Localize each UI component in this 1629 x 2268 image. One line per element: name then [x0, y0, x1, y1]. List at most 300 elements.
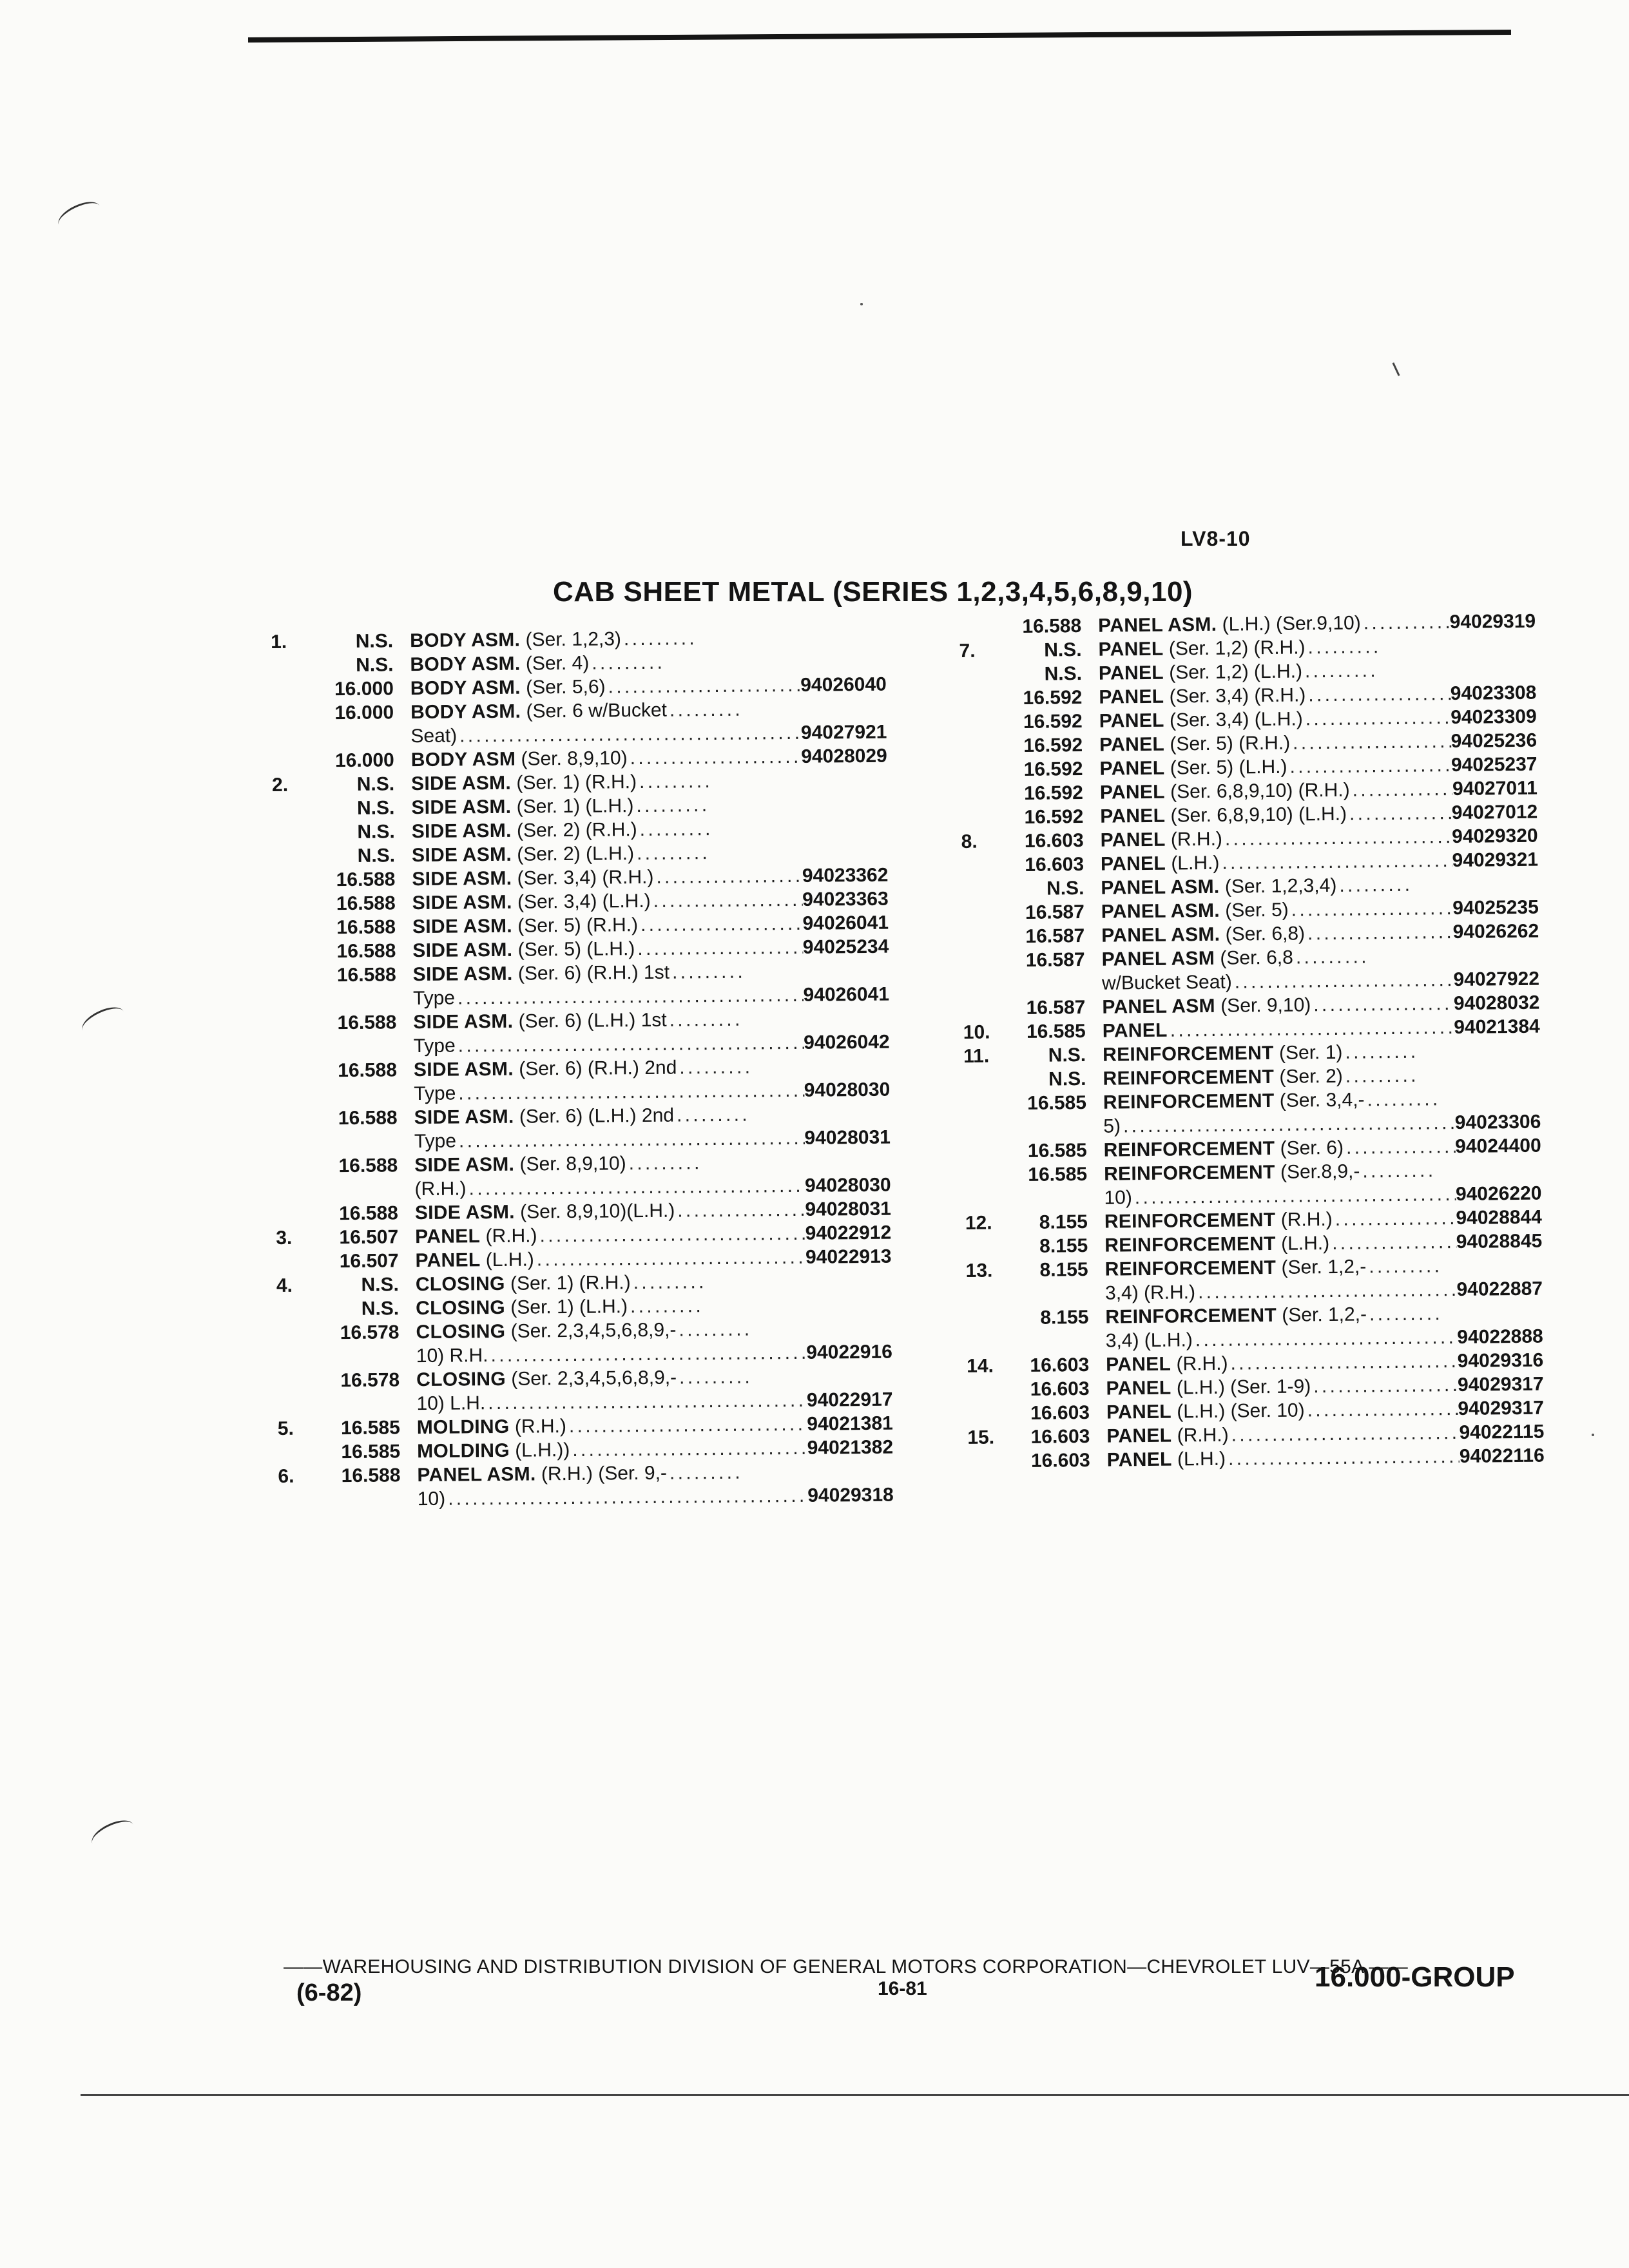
item-callout-number: 2.	[271, 774, 289, 796]
group-number: 16.585	[1027, 1139, 1087, 1162]
item-description	[411, 744, 887, 772]
item-description	[412, 816, 888, 843]
part-spec: (Ser. 6) (L.H.) 1st	[518, 1009, 667, 1032]
parts-list-item	[276, 1316, 892, 1369]
group-number: N.S.	[1044, 639, 1082, 661]
part-name: BODY ASM.	[410, 677, 521, 700]
part-spec: (L.H.)	[1171, 852, 1220, 874]
dot-leader	[633, 793, 707, 818]
description-line	[416, 1269, 892, 1296]
group-number: 16.507	[339, 1226, 399, 1249]
item-callout-number: 3.	[276, 1227, 293, 1249]
part-number: 94026220	[1455, 1182, 1542, 1205]
item-callout-number: 13.	[965, 1260, 993, 1282]
part-spec: (L.H.) (Ser. 10)	[1177, 1399, 1305, 1423]
dot-leader	[1228, 1349, 1458, 1376]
group-number: 16.585	[1026, 1020, 1086, 1043]
group-number: 16.585	[1028, 1163, 1088, 1186]
item-description	[413, 1006, 890, 1058]
item-callout-number	[271, 677, 314, 678]
description-text	[1103, 1114, 1121, 1138]
description-text	[417, 1438, 570, 1463]
part-name: BODY ASM.	[410, 700, 521, 724]
part-spec: (Ser. 5) (R.H.)	[517, 914, 639, 937]
dot-leader	[1349, 777, 1452, 802]
group-number: 16.000	[334, 678, 394, 700]
part-number: 94024400	[1455, 1135, 1541, 1157]
description-text	[1104, 1231, 1329, 1258]
dot-leader	[605, 673, 800, 699]
group-number: N.S.	[1048, 1068, 1086, 1090]
dot-leader	[677, 1055, 750, 1080]
dot-leader	[1232, 968, 1454, 994]
description-line	[412, 863, 888, 891]
part-name: CLOSING	[415, 1273, 505, 1296]
item-callout-number	[275, 1154, 318, 1155]
description-line	[410, 625, 886, 653]
item-callout-number	[965, 1139, 1007, 1140]
footer-date: (6-82)	[296, 1979, 362, 2006]
dot-leader	[457, 721, 801, 748]
part-number: 94027922	[1453, 968, 1540, 990]
item-callout-number	[274, 1011, 316, 1012]
group-number: 16.603	[1030, 1354, 1090, 1376]
part-name: SIDE ASM.	[414, 1106, 514, 1129]
part-spec: (R.H.)	[414, 1178, 467, 1200]
dot-leader	[456, 1126, 805, 1153]
description-line	[414, 1102, 890, 1129]
parts-list-item	[274, 959, 890, 1012]
group-number: 16.587	[1025, 948, 1085, 971]
group-number: 16.587	[1026, 996, 1086, 1019]
description-text	[1104, 1136, 1344, 1162]
description-text	[418, 1487, 446, 1511]
part-number: 94025234	[802, 936, 889, 958]
item-description	[1101, 943, 1539, 995]
item-callout-number: 15.	[967, 1427, 995, 1448]
scan-speck	[860, 303, 863, 305]
part-name: PANEL	[1102, 1019, 1168, 1042]
part-name: PANEL	[415, 1249, 481, 1272]
description-line	[412, 911, 889, 939]
description-text	[411, 746, 628, 772]
part-spec: (Ser. 6 w/Bucket	[526, 699, 668, 722]
item-callout-number	[273, 820, 315, 821]
description-text	[1101, 946, 1293, 972]
part-spec: (Ser. 4)	[525, 652, 590, 675]
item-callout-number	[966, 1306, 1008, 1307]
part-number: 94029316	[1457, 1349, 1544, 1372]
scan-mark	[54, 197, 104, 235]
dot-leader	[1228, 1421, 1459, 1447]
part-name: PANEL	[1099, 781, 1166, 803]
description-text	[414, 1129, 456, 1154]
dot-leader	[1360, 1158, 1433, 1183]
description-line	[413, 959, 889, 986]
dot-leader	[1305, 920, 1453, 945]
part-spec: (R.H.)	[1176, 1352, 1228, 1375]
dot-leader	[1132, 1182, 1456, 1209]
item-description	[1103, 1086, 1541, 1139]
part-spec: 10) L.H.	[416, 1392, 486, 1415]
group-number: 8.155	[1040, 1306, 1089, 1329]
part-spec: w/Bucket Seat)	[1101, 971, 1232, 994]
dot-leader	[627, 745, 801, 770]
item-description	[410, 625, 886, 653]
part-spec: (Ser. 3,4,-	[1279, 1089, 1365, 1111]
item-callout-number	[965, 1163, 1007, 1164]
group-number: 16.588	[336, 892, 396, 915]
description-text	[410, 724, 457, 748]
part-spec: (Ser. 5) (L.H.)	[517, 938, 635, 961]
description-text	[414, 1104, 674, 1130]
item-description	[415, 1197, 891, 1225]
part-name: SIDE ASM.	[413, 1010, 514, 1033]
description-line	[415, 1197, 891, 1225]
part-spec: 10)	[1104, 1187, 1133, 1209]
description-text	[1102, 970, 1232, 995]
group-number: 16.603	[1030, 1425, 1090, 1448]
part-number: 94029317	[1458, 1397, 1545, 1419]
description-text	[1100, 778, 1350, 805]
group-number: 16.603	[1030, 1378, 1090, 1400]
part-spec: (Ser. 6) (L.H.) 2nd	[519, 1104, 675, 1128]
part-number: 94021381	[807, 1412, 893, 1435]
bottom-rule	[81, 2094, 1629, 2096]
description-line	[416, 1388, 892, 1416]
part-name: PANEL ASM.	[417, 1463, 536, 1486]
group-number: 16.603	[1025, 853, 1084, 876]
group-number: 16.000	[334, 749, 394, 772]
item-description	[417, 1436, 893, 1463]
part-spec: (Ser. 6) (R.H.) 2nd	[519, 1057, 677, 1080]
part-spec: (Ser. 8,9,10)	[519, 1153, 626, 1175]
part-name: SIDE ASM.	[414, 1201, 515, 1224]
description-text	[417, 1461, 667, 1487]
description-line	[410, 720, 887, 748]
description-text	[415, 1247, 534, 1273]
dot-leader	[1193, 1325, 1458, 1352]
part-spec: (R.H.)	[1280, 1208, 1333, 1231]
group-number: 8.155	[1039, 1211, 1088, 1233]
part-name: PANEL	[1100, 805, 1166, 827]
item-callout-number: 11.	[963, 1045, 990, 1067]
description-text	[410, 675, 606, 700]
part-number: 94026262	[1452, 920, 1539, 943]
part-name: PANEL	[1099, 733, 1165, 756]
scan-mark	[78, 1002, 128, 1040]
part-name: BODY ASM	[410, 748, 516, 771]
part-spec: (Ser. 1,2,3,4)	[1224, 874, 1337, 898]
part-name: PANEL ASM	[1102, 995, 1216, 1018]
group-number: 16.578	[340, 1321, 400, 1344]
item-callout-number	[964, 1091, 1007, 1092]
part-spec: (Ser. 1) (R.H.)	[510, 1272, 631, 1294]
part-spec: (R.H.)	[514, 1416, 567, 1437]
part-name: REINFORCEMENT	[1105, 1304, 1277, 1328]
description-text	[416, 1343, 488, 1368]
item-callout-number	[960, 734, 1003, 735]
dot-leader	[651, 888, 803, 913]
dot-leader	[628, 1294, 701, 1318]
description-line	[416, 1293, 892, 1320]
part-name: SIDE ASM.	[410, 772, 512, 795]
part-number: 94021384	[1454, 1015, 1540, 1038]
part-number: 94022917	[806, 1389, 893, 1411]
description-line	[417, 1436, 893, 1463]
part-name: REINFORCEMENT	[1104, 1233, 1276, 1256]
part-spec: (Ser. 1) (L.H.)	[516, 795, 634, 818]
part-name: SIDE ASM.	[412, 939, 513, 962]
group-number: 16.588	[338, 1155, 398, 1177]
item-description	[415, 1221, 891, 1249]
dot-leader	[1195, 1278, 1457, 1304]
dot-leader	[634, 841, 708, 865]
part-number: 94022912	[805, 1222, 892, 1244]
parts-list-item	[275, 1149, 891, 1202]
part-name: BODY ASM.	[410, 629, 521, 652]
part-number: 94029320	[1451, 825, 1538, 848]
item-description	[1105, 1301, 1543, 1353]
part-name: REINFORCEMENT	[1104, 1256, 1277, 1280]
group-number: 16.000	[334, 702, 394, 724]
description-text	[1099, 731, 1290, 757]
description-text	[1102, 993, 1311, 1019]
part-number: 94022913	[805, 1245, 892, 1268]
item-description	[410, 697, 887, 748]
description-text	[1103, 1019, 1168, 1043]
part-name: MOLDING	[416, 1416, 510, 1439]
dot-leader	[1347, 801, 1452, 826]
description-text	[412, 841, 634, 867]
description-line	[412, 840, 888, 867]
part-spec: (Ser. 3,4) (R.H.)	[1169, 684, 1306, 707]
part-spec: Type	[413, 1035, 456, 1057]
part-name: CLOSING	[416, 1368, 506, 1391]
page-title: CAB SHEET METAL (SERIES 1,2,3,4,5,6,8,9,10)	[553, 576, 1193, 608]
part-number: 94022916	[806, 1341, 892, 1363]
group-number: 16.585	[341, 1441, 401, 1463]
part-spec: (L.H.))	[515, 1439, 570, 1461]
item-callout-number: 12.	[965, 1212, 992, 1234]
part-number: 94029318	[807, 1484, 894, 1506]
description-text	[1101, 898, 1289, 924]
group-number: N.S.	[356, 773, 395, 795]
dot-leader	[466, 1174, 805, 1201]
group-number: 16.587	[1025, 925, 1085, 947]
item-description	[416, 1269, 892, 1296]
description-line	[415, 1221, 891, 1249]
description-text	[1106, 1352, 1228, 1377]
part-name: SIDE ASM.	[412, 915, 513, 938]
description-text	[416, 1294, 628, 1320]
description-line	[416, 1364, 892, 1392]
description-line	[417, 1412, 893, 1439]
description-text	[414, 1151, 626, 1177]
part-name: REINFORCEMENT	[1103, 1090, 1275, 1113]
scan-speck	[1592, 1434, 1594, 1436]
description-text	[1105, 1302, 1367, 1329]
parts-list-item	[964, 1086, 1541, 1140]
dot-leader	[1226, 1445, 1460, 1471]
description-text	[415, 1224, 537, 1249]
part-number: 94025236	[1451, 729, 1537, 753]
item-description	[412, 863, 888, 891]
item-callout-number	[961, 877, 1004, 878]
dot-leader	[1311, 1373, 1458, 1398]
description-text	[416, 1391, 485, 1416]
dot-leader	[667, 698, 740, 722]
part-spec: (Ser. 2) (R.H.)	[516, 819, 637, 841]
part-spec: (Ser. 3,4) (L.H.)	[517, 890, 651, 913]
item-description	[417, 1459, 894, 1511]
part-name: SIDE ASM.	[411, 796, 512, 819]
part-name: CLOSING	[416, 1296, 506, 1320]
item-callout-number	[275, 1106, 317, 1107]
part-name: SIDE ASM.	[412, 891, 512, 914]
group-number: 16.592	[1023, 735, 1083, 756]
part-number: 94028031	[805, 1198, 892, 1220]
parts-list-item	[274, 1006, 890, 1059]
part-spec: (L.H.) (Ser.9,10)	[1222, 612, 1361, 635]
group-number: 16.588	[341, 1465, 401, 1487]
part-spec: (R.H.)	[485, 1225, 537, 1247]
description-text	[1106, 1374, 1311, 1400]
description-text	[413, 986, 455, 1011]
part-spec: (Ser. 8,9,10)	[521, 747, 628, 770]
description-text	[1106, 1328, 1193, 1352]
description-text	[1103, 1064, 1343, 1091]
part-spec: (R.H.) (Ser. 9,-	[541, 1462, 668, 1485]
part-name: PANEL	[1099, 757, 1165, 780]
item-callout-number	[273, 868, 315, 869]
item-callout-number	[959, 686, 1002, 687]
footer-group: 16.000-GROUP	[1315, 1961, 1515, 1993]
description-text	[413, 1034, 455, 1059]
part-spec: (Ser. 1,2) (R.H.)	[1168, 637, 1306, 660]
description-text	[410, 651, 589, 677]
part-name: PANEL	[1098, 638, 1164, 660]
group-number: 16.603	[1024, 829, 1084, 852]
description-text	[412, 913, 638, 939]
description-text	[411, 794, 633, 820]
item-callout-number: 14.	[967, 1355, 994, 1377]
group-number: 16.588	[338, 1059, 398, 1082]
dot-leader	[1168, 1015, 1454, 1043]
dot-leader	[1329, 1230, 1456, 1255]
part-number: 94027011	[1452, 777, 1538, 800]
part-name: SIDE ASM.	[411, 843, 512, 867]
item-description	[413, 959, 890, 1010]
dot-leader	[674, 1103, 747, 1128]
item-description	[410, 673, 887, 700]
scan-mark	[88, 1815, 137, 1853]
part-spec: (Ser. 1) (R.H.)	[516, 771, 637, 794]
part-name: PANEL	[1099, 686, 1164, 708]
part-spec: Type	[414, 1082, 456, 1105]
description-line	[411, 768, 887, 796]
part-spec: (Ser. 6,8	[1220, 947, 1294, 969]
parts-list-item	[275, 1054, 891, 1107]
dot-leader	[1364, 1087, 1438, 1111]
item-callout-number	[274, 963, 316, 964]
description-text	[1105, 1280, 1195, 1305]
dot-leader	[485, 1389, 807, 1415]
dot-leader	[670, 960, 743, 985]
part-name: REINFORCEMENT	[1103, 1137, 1275, 1161]
item-callout-number	[963, 996, 1005, 997]
item-callout-number	[271, 701, 314, 702]
group-number: 8.155	[1039, 1258, 1088, 1281]
description-text	[417, 1414, 566, 1439]
description-line	[414, 1126, 891, 1153]
dot-leader	[1333, 1206, 1456, 1231]
dot-leader	[488, 1341, 806, 1367]
part-spec: (Ser. 6,8,9,10) (L.H.)	[1170, 803, 1347, 827]
item-callout-number: 8.	[961, 831, 978, 852]
description-text	[416, 1271, 631, 1296]
description-text	[1099, 707, 1303, 733]
item-description	[416, 1364, 893, 1416]
item-description	[416, 1293, 892, 1320]
description-line	[410, 697, 887, 724]
part-spec: (Ser. 6,8,9,10) (R.H.)	[1170, 779, 1350, 803]
description-line	[1107, 1444, 1545, 1472]
part-number: 94026041	[802, 912, 889, 934]
dot-leader	[1288, 896, 1452, 922]
part-spec: (Ser. 1)	[1278, 1041, 1343, 1064]
part-number: 94029321	[1452, 849, 1539, 872]
description-text	[413, 1008, 667, 1034]
description-line	[414, 1173, 891, 1201]
dot-leader	[1361, 610, 1450, 635]
part-spec: (Ser. 6) (R.H.) 1st	[517, 961, 670, 985]
item-description	[1107, 1444, 1545, 1472]
description-text	[1103, 1088, 1365, 1114]
description-text	[415, 1199, 675, 1225]
description-text	[412, 889, 651, 915]
part-number: 94028032	[1453, 992, 1540, 1014]
dot-leader	[638, 912, 803, 937]
part-spec: (Ser. 2,3,4,5,6,8,9,-	[510, 1319, 677, 1342]
description-text	[1104, 1160, 1360, 1186]
part-name: PANEL	[1106, 1448, 1172, 1471]
part-name: PANEL	[1106, 1401, 1172, 1423]
description-text	[1107, 1447, 1226, 1472]
part-spec: (L.H.)	[1280, 1233, 1330, 1254]
part-name: SIDE ASM.	[411, 820, 512, 843]
description-text	[414, 1177, 466, 1201]
footer-publisher-line: ——WAREHOUSING AND DISTRIBUTION DIVISION OF GENERAL MOTORS CORPORATION—CHEVROLET LUV—55A ——	[284, 1956, 1409, 1977]
dot-leader	[1305, 635, 1378, 659]
dot-leader	[1222, 825, 1452, 851]
description-line	[410, 673, 887, 700]
part-name: PANEL	[415, 1225, 481, 1248]
part-spec: (Ser. 1,2,3)	[525, 628, 622, 651]
part-spec: Seat)	[410, 725, 458, 747]
part-spec: 3,4) (L.H.)	[1105, 1329, 1193, 1352]
dot-leader	[1311, 992, 1454, 1017]
description-line	[415, 1245, 891, 1273]
part-name: SIDE ASM.	[412, 963, 513, 986]
part-number: 94028029	[801, 745, 887, 767]
dot-leader	[589, 651, 662, 675]
description-text	[1100, 827, 1222, 852]
part-name: PANEL ASM.	[1098, 613, 1217, 637]
part-spec: (Ser. 6,8)	[1225, 923, 1306, 945]
part-number: 94023308	[1450, 682, 1537, 705]
group-number: 16.588	[336, 869, 396, 891]
